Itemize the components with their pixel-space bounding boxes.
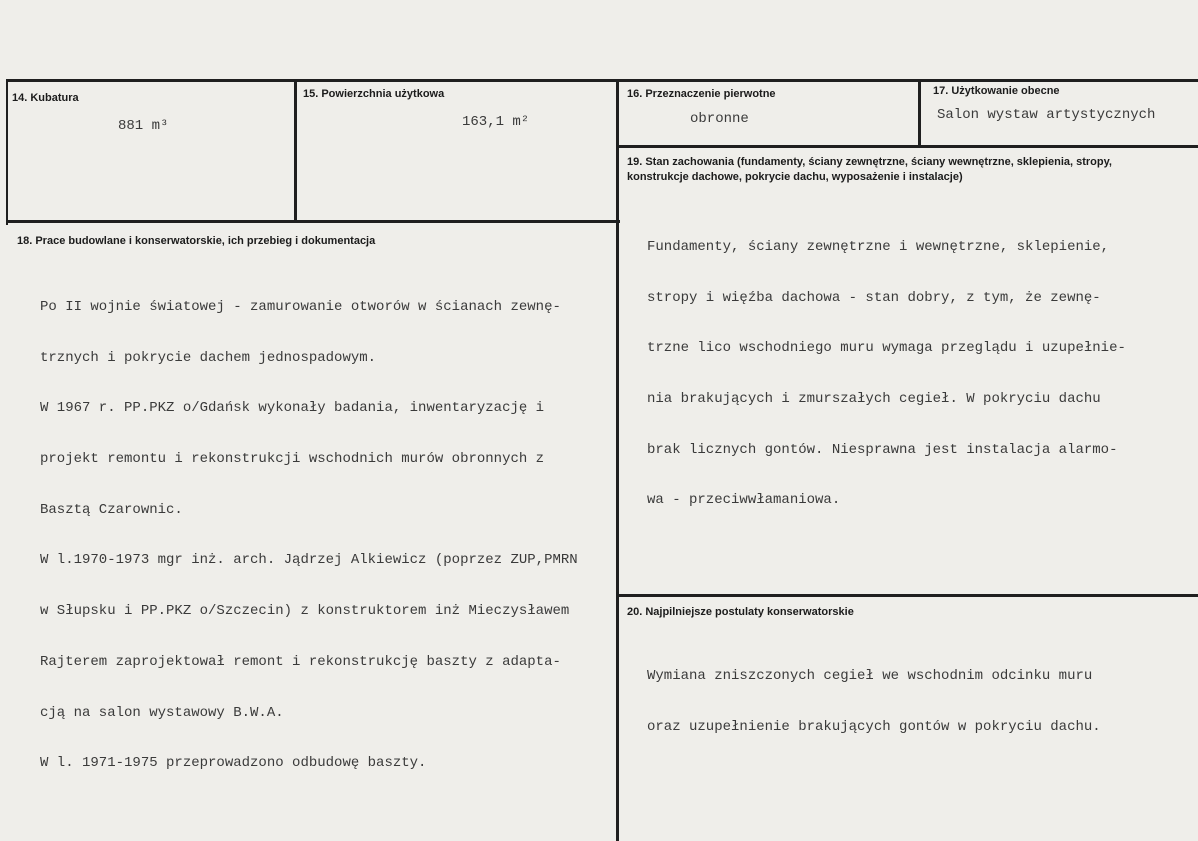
rule-above-20 (617, 594, 1198, 597)
stan-line: nia brakujących i zmurszałych cegieł. W pokryciu dachu (647, 390, 1101, 407)
stan-text (647, 205, 1126, 543)
rule-under-14-15 (7, 220, 620, 223)
prace-line: W 1967 r. PP.PKZ o/Gdańsk wykonały badania, inwentaryzację i (40, 400, 545, 417)
stan-line: wa - przeciwwłamaniowa. (647, 492, 841, 509)
prace-line: Po II wojnie światowej - zamurowanie otworów w ścianach zewnę- (40, 298, 561, 315)
prace-line: trznych i pokrycie dachem jednospadowym. (40, 349, 377, 366)
prace-line: projekt remontu i rekonstrukcji wschodnich murów obronnych z (40, 450, 545, 467)
prace-line: W l. 1971-1975 przeprowadzono odbudowę baszty. (40, 755, 427, 772)
divider-14-15 (294, 79, 297, 223)
prace-line: Basztą Czarownic. (40, 501, 183, 518)
prace-label: 18. Prace budowlane i konserwatorskie, ich przebieg i dokumentacja (17, 235, 376, 247)
kubatura-value: 881 m³ (118, 118, 169, 134)
stan-line: stropy i więźba dachowa - stan dobry, z tym, że zewnę- (647, 289, 1101, 306)
left-edge (6, 79, 8, 225)
divider-center (616, 79, 619, 841)
postulaty-line: Wymiana zniszczonych cegieł we wschodnim odcinku muru (647, 667, 1093, 684)
powierzchnia-value: 163,1 m² (462, 114, 530, 130)
prace-line: w Słupsku i PP.PKZ o/Szczecin) z konstruktorem inż Mieczysławem (40, 603, 570, 620)
stan-label: 19. Stan zachowania (fundamenty, ściany zewnętrzne, ściany wewnętrzne, sklepienia, stropy, konstrukcje dachowe, pokrycie dachu, wyposażenie i instalacje) (627, 156, 1112, 183)
przeznaczenie-label: 16. Przeznaczenie pierwotne (627, 88, 776, 100)
rule-under-16-17 (617, 145, 1198, 148)
uzytkowanie-label: 17. Użytkowanie obecne (933, 85, 1060, 97)
postulaty-label: 20. Najpilniejsze postulaty konserwatorskie (627, 606, 854, 618)
top-rule (7, 79, 1198, 82)
postulaty-text (647, 634, 1101, 769)
stan-line: trzne lico wschodniego muru wymaga przeglądu i uzupełnie- (647, 340, 1126, 357)
powierzchnia-label: 15. Powierzchnia użytkowa (303, 88, 445, 100)
divider-16-17 (918, 79, 921, 147)
prace-line: W l.1970-1973 mgr inż. arch. Jądrzej Alkiewicz (poprzez ZUP,PMRN (40, 552, 578, 569)
uzytkowanie-value: Salon wystaw artystycznych (937, 107, 1156, 123)
stan-line: Fundamenty, ściany zewnętrzne i wewnętrzne, sklepienie, (647, 238, 1110, 255)
prace-text (40, 265, 578, 806)
prace-line: cją na salon wystawowy B.W.A. (40, 704, 284, 721)
postulaty-line: oraz uzupełnienie brakujących gontów w pokryciu dachu. (647, 718, 1101, 735)
prace-line: Rajterem zaprojektował remont i rekonstrukcję baszty z adapta- (40, 653, 561, 670)
kubatura-label: 14. Kubatura (12, 92, 79, 104)
przeznaczenie-value: obronne (690, 111, 749, 127)
stan-line: brak licznych gontów. Niesprawna jest instalacja alarmo- (647, 441, 1118, 458)
